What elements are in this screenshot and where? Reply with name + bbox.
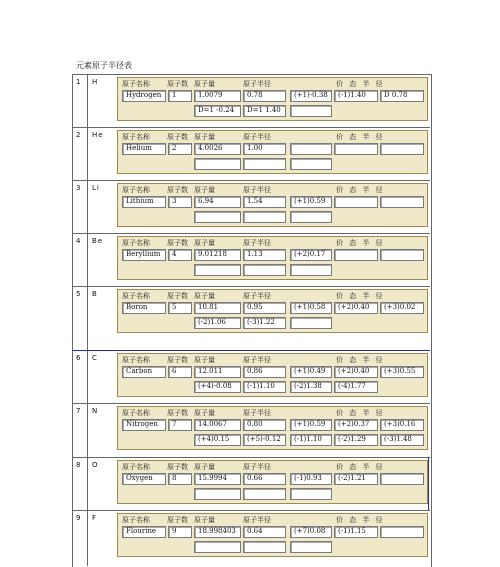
valence-radius-field[interactable]: (+2)0.17 [290, 249, 332, 261]
name-field[interactable]: Oxygen [122, 473, 166, 485]
valence-radius-field[interactable]: (+5)-0.12 [243, 434, 286, 446]
valence-radius-field[interactable]: (-1)0.93 [290, 473, 332, 485]
mass-field[interactable]: 4.0026 [194, 143, 241, 155]
valence-radius-field[interactable]: (+3)0.02 [380, 302, 424, 314]
name-field[interactable]: Lithium [122, 196, 166, 208]
valence-radius-field[interactable] [194, 264, 241, 276]
valence-radius-field[interactable] [194, 488, 241, 500]
valence-radius-field[interactable] [290, 317, 332, 329]
valence-radius-field[interactable]: (-4)1.77 [334, 381, 378, 393]
header-valence: 价 态 半 径 [336, 80, 385, 88]
header-number: 原子数 [167, 463, 188, 471]
name-field[interactable]: Boron [122, 302, 166, 314]
number-field[interactable]: 5 [168, 302, 192, 314]
name-field[interactable]: Beryllium [122, 249, 166, 261]
number-field[interactable]: 8 [168, 473, 192, 485]
valence-radius-field[interactable] [290, 158, 332, 170]
mass-field[interactable]: 1.0079 [194, 90, 241, 102]
valence-radius-field[interactable] [290, 105, 332, 117]
valence-radius-field[interactable] [243, 264, 286, 276]
valence-radius-field[interactable]: (-1)1.40 [334, 90, 378, 102]
header-number: 原子数 [167, 356, 188, 364]
radius-field[interactable]: 0.78 [243, 90, 286, 102]
radius-field[interactable]: 0.80 [243, 419, 286, 431]
valence-radius-field[interactable] [243, 488, 286, 500]
valence-radius-field[interactable] [243, 158, 286, 170]
header-mass: 原子量 [194, 356, 215, 364]
header-name: 原子名称 [122, 516, 150, 524]
element-symbol: N [92, 407, 99, 415]
element-symbol: B [92, 290, 98, 298]
valence-radius-field[interactable]: (-3)1.48 [380, 434, 424, 446]
valence-radius-field[interactable] [334, 249, 378, 261]
number-field[interactable]: 2 [168, 143, 192, 155]
header-name: 原子名称 [122, 463, 150, 471]
radius-field[interactable]: 1.00 [243, 143, 286, 155]
header-name: 原子名称 [122, 239, 150, 247]
header-valence: 价 态 半 径 [336, 186, 385, 194]
valence-radius-field[interactable] [380, 143, 424, 155]
header-mass: 原子量 [194, 133, 215, 141]
header-name: 原子名称 [122, 356, 150, 364]
header-number: 原子数 [167, 133, 188, 141]
number-field[interactable]: 3 [168, 196, 192, 208]
valence-radius-field[interactable]: (-2)1.21 [334, 473, 378, 485]
header-valence: 价 态 半 径 [336, 239, 385, 247]
row-separator [72, 127, 430, 128]
element-symbol: Be [92, 237, 104, 245]
header-valence: 价 态 半 径 [336, 463, 385, 471]
header-mass: 原子量 [194, 292, 215, 300]
name-field[interactable]: Hydrogen [122, 90, 166, 102]
header-valence: 价 态 半 径 [336, 409, 385, 417]
number-field[interactable]: 1 [168, 90, 192, 102]
row-separator [72, 510, 430, 511]
valence-radius-field[interactable] [380, 473, 424, 485]
header-radius: 原子半径 [243, 356, 271, 364]
valence-radius-field[interactable]: (-2)1.38 [290, 381, 332, 393]
column-divider [87, 74, 88, 566]
valence-radius-field[interactable] [290, 488, 332, 500]
element-symbol: H [92, 78, 99, 86]
header-mass: 原子量 [194, 409, 215, 417]
header-number: 原子数 [167, 292, 188, 300]
header-radius: 原子半径 [243, 292, 271, 300]
element-number: 9 [76, 514, 81, 522]
header-number: 原子数 [167, 186, 188, 194]
radius-field[interactable]: 1.54 [243, 196, 286, 208]
radius-field[interactable]: 1.13 [243, 249, 286, 261]
valence-radius-field[interactable]: (+3)0.16 [380, 419, 424, 431]
valence-radius-field[interactable]: (+4)0.15 [194, 434, 241, 446]
element-symbol: O [92, 461, 99, 469]
header-radius: 原子半径 [243, 463, 271, 471]
element-number: 4 [76, 237, 81, 245]
valence-radius-field[interactable]: (-1)1.10 [243, 381, 286, 393]
valence-radius-field[interactable] [380, 526, 424, 538]
header-number: 原子数 [167, 80, 188, 88]
radius-field[interactable]: 0.95 [243, 302, 286, 314]
row-separator [72, 457, 430, 458]
header-name: 原子名称 [122, 409, 150, 417]
row-separator [72, 233, 430, 234]
element-number: 1 [76, 78, 81, 86]
element-number: 6 [76, 354, 81, 362]
name-field[interactable]: Flourine [122, 526, 166, 538]
valence-radius-field[interactable]: (+1)0.59 [290, 196, 332, 208]
element-number: 5 [76, 290, 81, 298]
header-mass: 原子量 [194, 186, 215, 194]
element-number: 3 [76, 184, 81, 192]
valence-radius-field[interactable] [380, 196, 424, 208]
element-number: 7 [76, 407, 81, 415]
name-field[interactable]: Carbon [122, 366, 166, 378]
valence-radius-field[interactable]: (-1)1.15 [334, 526, 378, 538]
valence-radius-field[interactable]: (+1)0.59 [290, 419, 332, 431]
name-field[interactable]: Helium [122, 143, 166, 155]
valence-radius-field[interactable]: (-1)1.10 [290, 434, 332, 446]
mass-field[interactable]: 12.011 [194, 366, 241, 378]
valence-radius-field[interactable]: (-3)1.22 [243, 317, 286, 329]
valence-radius-field[interactable]: (-2)1.06 [194, 317, 241, 329]
valence-radius-field[interactable] [334, 143, 378, 155]
row-separator [72, 180, 430, 181]
row-accent [428, 457, 429, 510]
row-separator [72, 403, 430, 404]
mass-field[interactable]: 18.998403 [194, 526, 241, 538]
header-valence: 价 态 半 径 [336, 356, 385, 364]
valence-radius-field[interactable] [334, 196, 378, 208]
header-radius: 原子半径 [243, 409, 271, 417]
element-symbol: F [92, 514, 98, 522]
valence-radius-field[interactable]: (-2)1.29 [334, 434, 378, 446]
valence-radius-field[interactable] [194, 211, 241, 223]
header-valence: 价 态 半 径 [336, 292, 385, 300]
mass-field[interactable]: 6.94 [194, 196, 241, 208]
mass-field[interactable]: 15.9994 [194, 473, 241, 485]
header-number: 原子数 [167, 516, 188, 524]
element-symbol: Li [92, 184, 100, 192]
valence-radius-field[interactable]: (+1)-0.38 [290, 90, 332, 102]
header-valence: 价 态 半 径 [336, 133, 385, 141]
number-field[interactable]: 6 [168, 366, 192, 378]
valence-radius-field[interactable] [243, 541, 286, 553]
header-radius: 原子半径 [243, 516, 271, 524]
number-field[interactable]: 9 [168, 526, 192, 538]
header-name: 原子名称 [122, 80, 150, 88]
valence-radius-field[interactable]: D 0.78 [380, 90, 424, 102]
valence-radius-field[interactable]: (+2)0.40 [334, 302, 378, 314]
header-radius: 原子半径 [243, 239, 271, 247]
number-field[interactable]: 7 [168, 419, 192, 431]
radius-field[interactable]: 0.64 [243, 526, 286, 538]
radius-field[interactable]: 0.86 [243, 366, 286, 378]
valence-radius-field[interactable] [243, 211, 286, 223]
radius-field[interactable]: 0.66 [243, 473, 286, 485]
element-symbol: He [92, 131, 104, 139]
header-number: 原子数 [167, 239, 188, 247]
name-field[interactable]: Nitrogen [122, 419, 166, 431]
valence-radius-field[interactable]: (+1)0.49 [290, 366, 332, 378]
header-name: 原子名称 [122, 292, 150, 300]
valence-radius-field[interactable]: (+1)0.58 [290, 302, 332, 314]
header-name: 原子名称 [122, 186, 150, 194]
mass-field[interactable]: 14.0067 [194, 419, 241, 431]
row-separator [72, 286, 430, 287]
element-number: 8 [76, 461, 81, 469]
header-mass: 原子量 [194, 239, 215, 247]
element-number: 2 [76, 131, 81, 139]
valence-radius-field[interactable]: (+2)0.37 [334, 419, 378, 431]
valence-radius-field[interactable]: (+3)0.55 [380, 366, 424, 378]
valence-radius-field[interactable]: (+7)0.08 [290, 526, 332, 538]
header-name: 原子名称 [122, 133, 150, 141]
header-radius: 原子半径 [243, 186, 271, 194]
valence-radius-field[interactable]: (+2)0.40 [334, 366, 378, 378]
valence-radius-field[interactable] [194, 158, 241, 170]
header-mass: 原子量 [194, 516, 215, 524]
valence-radius-field[interactable]: D=1 -0.24 [194, 105, 241, 117]
header-radius: 原子半径 [243, 133, 271, 141]
header-number: 原子数 [167, 409, 188, 417]
valence-radius-field[interactable] [290, 143, 332, 155]
valence-radius-field[interactable]: (+4)-0.08 [194, 381, 241, 393]
header-mass: 原子量 [194, 80, 215, 88]
page-title: 元素原子半径表 [76, 61, 132, 70]
mass-field[interactable]: 10.81 [194, 302, 241, 314]
valence-radius-field[interactable] [290, 211, 332, 223]
mass-field[interactable]: 9.01218 [194, 249, 241, 261]
header-valence: 价 态 半 径 [336, 516, 385, 524]
valence-radius-field[interactable] [290, 541, 332, 553]
row-separator [72, 350, 430, 351]
valence-radius-field[interactable] [290, 264, 332, 276]
header-radius: 原子半径 [243, 80, 271, 88]
element-symbol: C [92, 354, 98, 362]
valence-radius-field[interactable]: D=1 1.40 [243, 105, 286, 117]
valence-radius-field[interactable] [380, 249, 424, 261]
valence-radius-field[interactable] [194, 541, 241, 553]
header-mass: 原子量 [194, 463, 215, 471]
number-field[interactable]: 4 [168, 249, 192, 261]
